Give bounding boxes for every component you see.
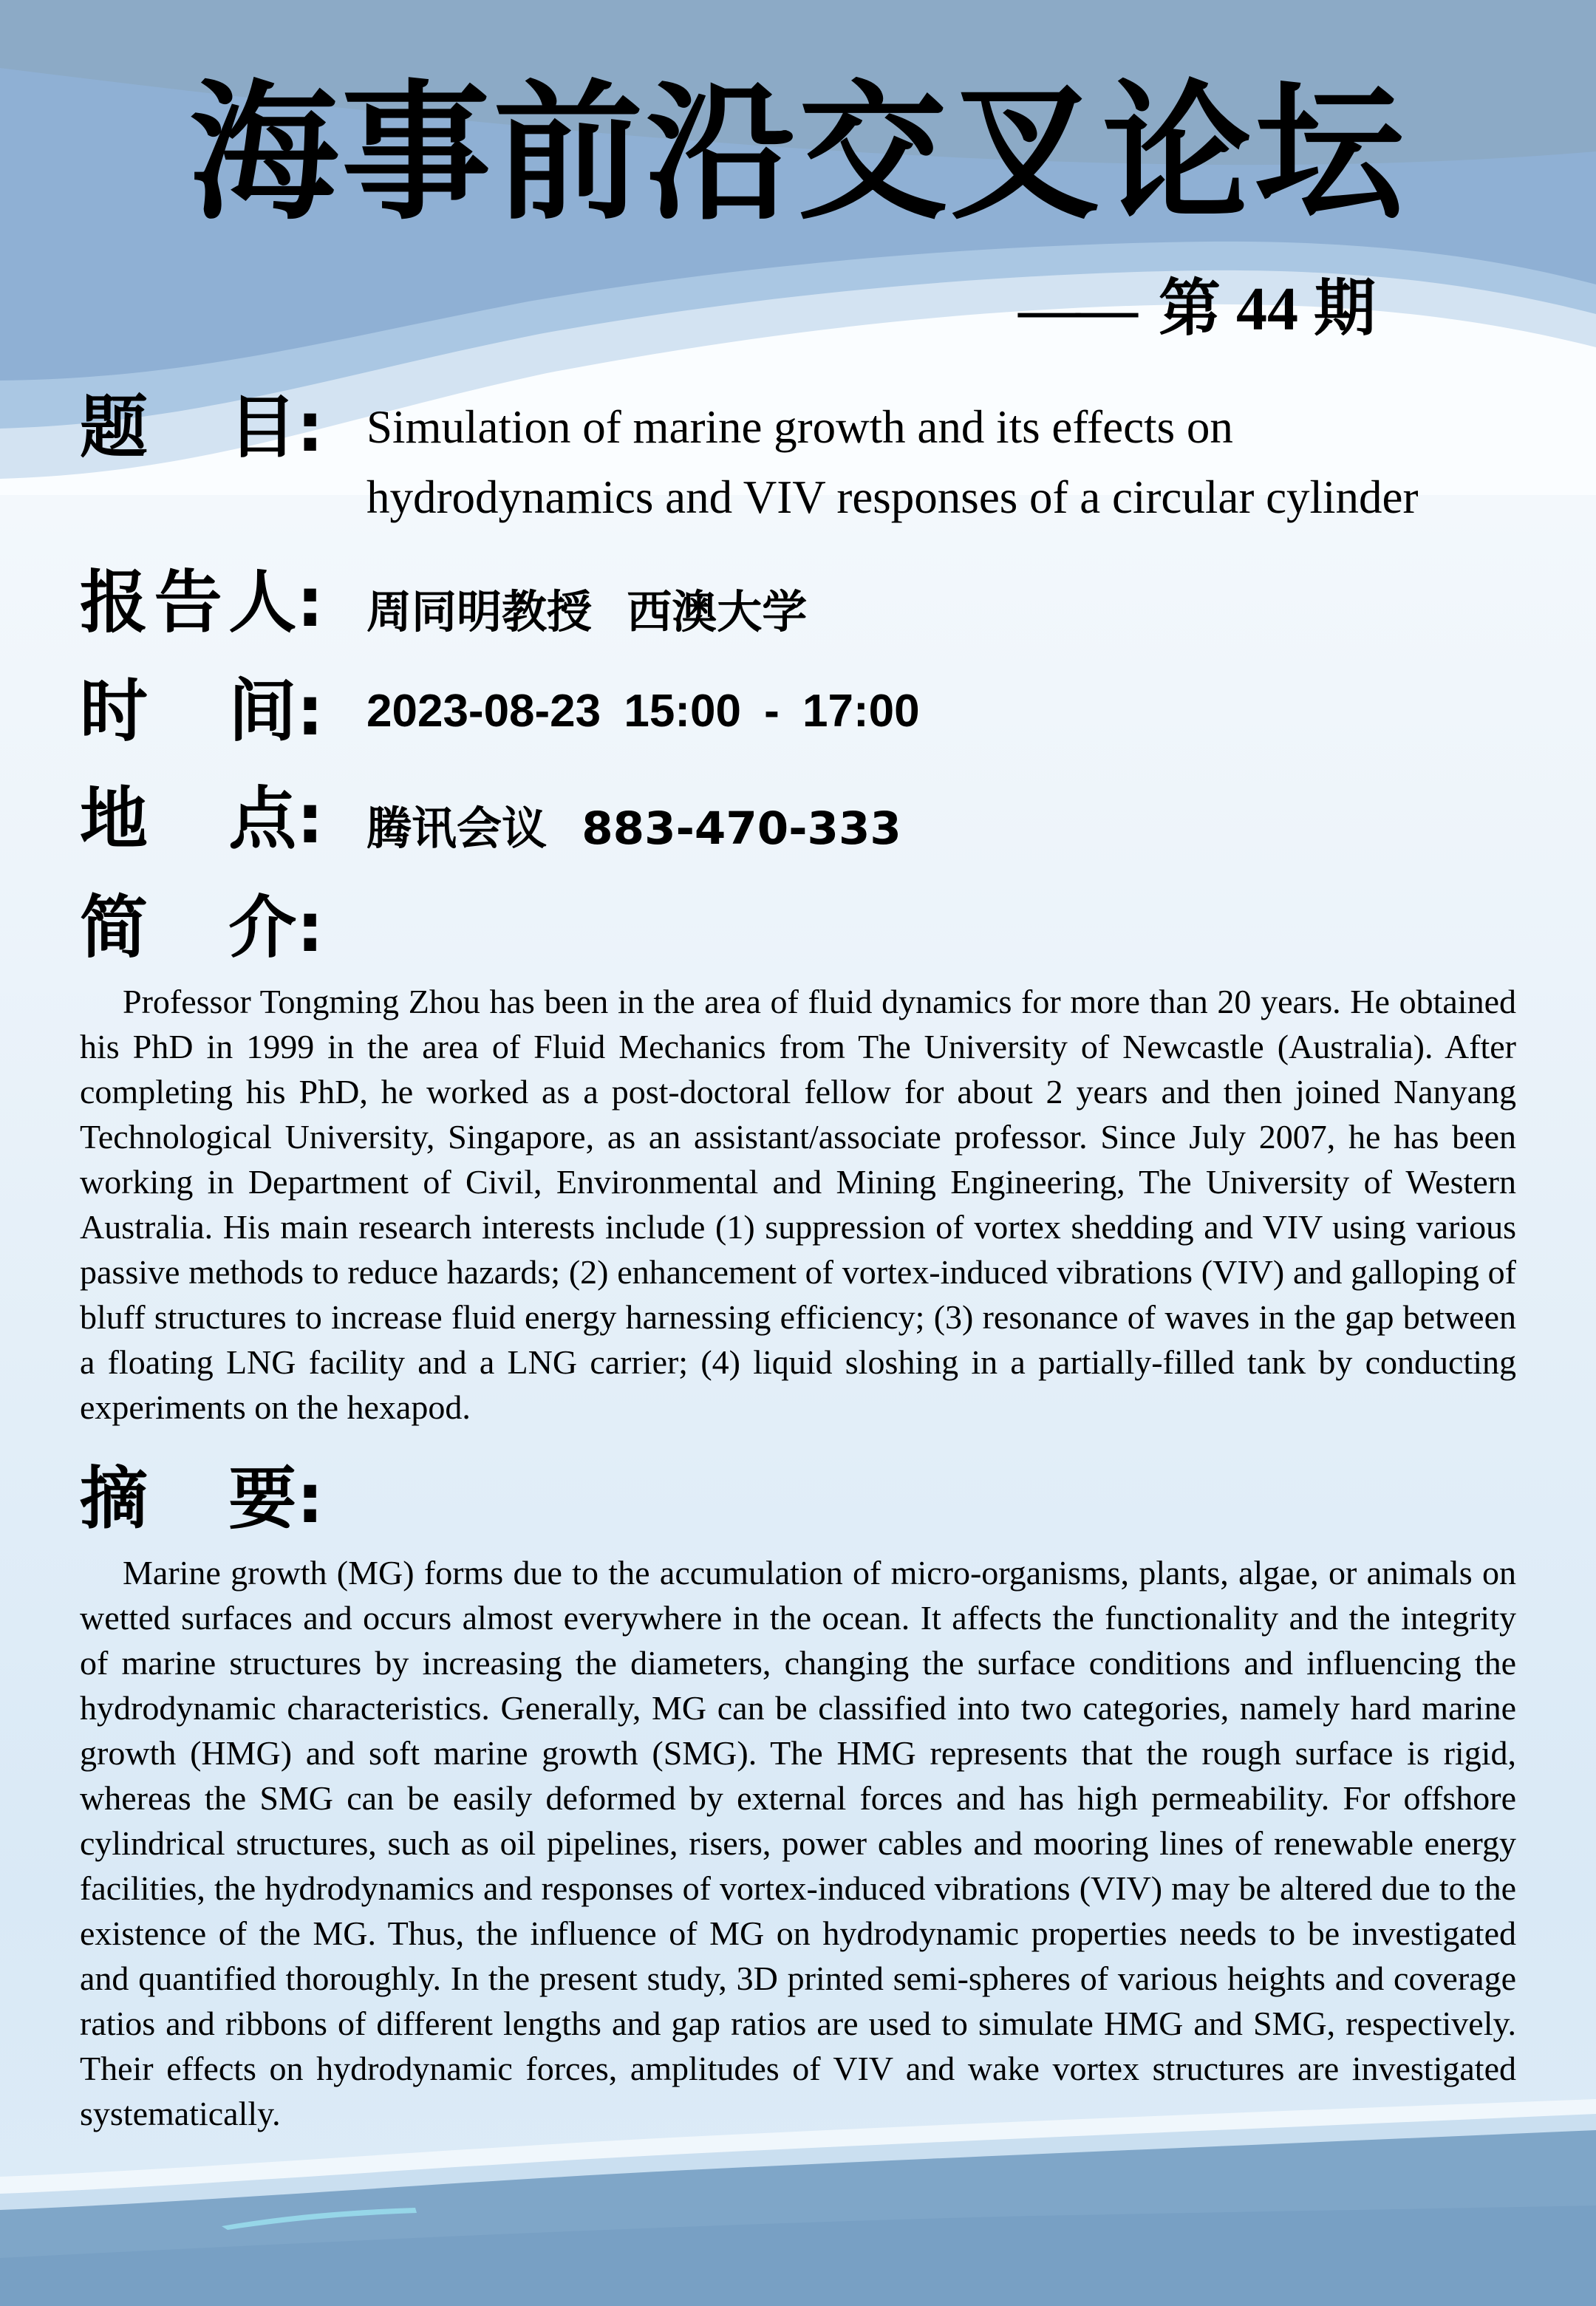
abstract-heading-label <box>80 1459 324 1539</box>
forum-title: 海事前沿交叉论坛 <box>189 66 1407 240</box>
venue-label-char: 地 <box>80 779 149 859</box>
info-block <box>80 388 1516 2136</box>
issue-label: 第 44 期 <box>1158 275 1376 344</box>
abstract-heading <box>80 1459 1516 1539</box>
topic-row <box>80 388 1516 532</box>
time-label-char: 时 <box>80 672 149 751</box>
venue-label-char: 点: <box>228 779 324 859</box>
time-row <box>80 672 1516 751</box>
intro-heading <box>80 887 1516 967</box>
venue-row <box>80 779 1516 859</box>
topic-value: Simulation of marine growth and its effects on hydrodynamics and VIV responses of a circular cylinder <box>366 401 1419 523</box>
time-value: 2023-08-23 15:00 - 17:00 <box>366 686 920 737</box>
intro-label-char: 简 <box>80 887 149 967</box>
intro-paragraph: Professor Tongming Zhou has been in the area of fluid dynamics for more than 20 years. He obtained his PhD in 1999 in the area of Fluid Mechanics from The University of Newcastle (Australia). After completing his PhD, he worked as a post-doctoral fellow for about 2 years and then joined Nanyang Technological University, Singapore, as an assistant/associate professor. Since July 2007, he has been working in Department of Civil, Environmental and Mining Engineering, The University of Western Australia. His main research interests include (1) suppression of vortex shedding and VIV using various passive methods to reduce hazards; (2) enhancement of vortex-induced vibrations (VIV) and galloping of bluff structures to increase fluid energy harnessing efficiency; (3) resonance of waves in the gap between a floating LNG facility and a LNG carrier; (4) liquid sloshing in a partially-filled tank by conducting experiments on the hexapod. <box>80 983 1516 1427</box>
issue-dash: —— <box>1017 275 1133 344</box>
speaker-label-char: 报 <box>80 563 149 643</box>
time-label-char: 间: <box>228 672 324 751</box>
abstract-label-char: 要: <box>228 1459 324 1539</box>
speaker-label <box>80 563 324 643</box>
intro-heading-label <box>80 887 324 967</box>
time-label <box>80 672 324 751</box>
abstract-paragraph: Marine growth (MG) forms due to the accumulation of micro-organisms, plants, algae, or animals on wetted surfaces and occurs almost everywhere in the ocean. It affects the functionality and the integrity of marine structures by increasing the diameters, changing the surface conditions and influencing the hydrodynamic characteristics. Generally, MG can be classified into two categories, namely hard marine growth (HMG) and soft marine growth (SMG). The HMG represents that the rough surface is rigid, whereas the SMG can be easily deformed by external forces and has high permeability. For offshore cylindrical structures, such as oil pipelines, risers, power cables and mooring lines of renewable energy facilities, the hydrodynamics and responses of vortex-induced vibrations (VIV) may be altered due to the existence of the MG. Thus, the influence of MG on hydrodynamic properties needs to be investigated and quantified thoroughly. In the present study, 3D printed semi-spheres of various heights and coverage ratios and ribbons of different lengths and gap ratios are used to simulate HMG and SMG, respectively. Their effects on hydrodynamic forces, amplitudes of VIV and wake vortex structures are investigated systematically. <box>80 1554 1516 2133</box>
venue-label <box>80 779 324 859</box>
issue-number-row <box>80 259 1376 348</box>
speaker-row <box>80 563 1516 643</box>
intro-label-char: 介: <box>228 887 324 967</box>
speaker-label-char: 告 <box>154 563 222 643</box>
topic-label-char: 目: <box>228 388 324 468</box>
speaker-value: 周同明教授 西澳大学 <box>366 586 808 639</box>
venue-value: 腾讯会议 883-470-333 <box>366 802 901 855</box>
topic-label <box>80 388 324 468</box>
topic-label-char: 题 <box>80 388 149 468</box>
speaker-label-char: 人: <box>228 563 324 643</box>
abstract-label-char: 摘 <box>80 1459 149 1539</box>
